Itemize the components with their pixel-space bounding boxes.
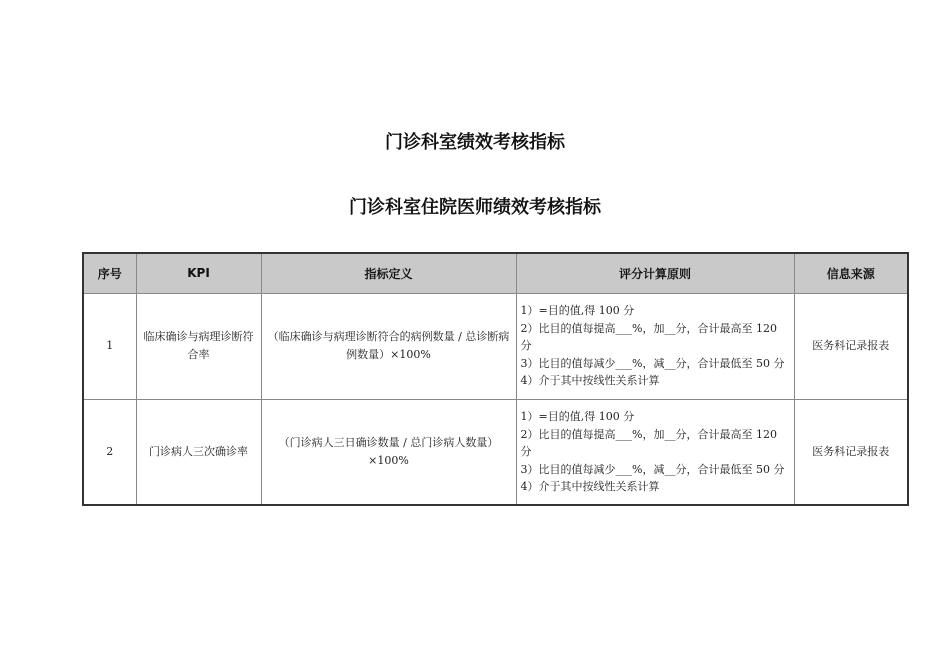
- rule-line: 1）=目的值,得 100 分: [520, 410, 635, 423]
- row-definition: （门诊病人三日确诊数量 / 总门诊病人数量）×100%: [261, 399, 516, 505]
- row-source: 医务科记录报表: [794, 293, 908, 399]
- row-index: 2: [83, 399, 136, 505]
- row-index: 1: [83, 293, 136, 399]
- header-source: 信息来源: [794, 253, 908, 293]
- rule-line: 3）比目的值每减少___%，减__分，合计最低至 50 分: [520, 356, 785, 370]
- row-scoring-rules: [516, 293, 794, 399]
- table-row: [83, 293, 908, 399]
- row-kpi: 临床确诊与病理诊断符合率: [136, 293, 261, 399]
- rule-line: 4）介于其中按线性关系计算: [520, 374, 660, 388]
- row-definition: （临床确诊与病理诊断符合的病例数量 / 总诊断病例数量）×100%: [261, 293, 516, 399]
- document-title: 门诊科室绩效考核指标: [385, 132, 565, 153]
- rule-line: 3）比目的值每减少___%，减__分，合计最低至 50 分: [520, 462, 785, 476]
- rule-line: 4）介于其中按线性关系计算: [520, 480, 660, 493]
- header-definition: 指标定义: [261, 253, 516, 293]
- rule-line: 2）比目的值每提高___%，加__分，合计最高至 120 分: [520, 427, 777, 458]
- rule-line: 1）=目的值,得 100 分: [520, 304, 635, 318]
- rule-line: 2）比目的值每提高___%，加__分，合计最高至 120 分: [520, 321, 777, 353]
- row-kpi: 门诊病人三次确诊率: [136, 399, 261, 505]
- header-index: 序号: [83, 253, 136, 293]
- header-kpi: KPI: [136, 253, 261, 293]
- row-scoring-rules: [516, 399, 794, 505]
- row-source: 医务科记录报表: [794, 399, 908, 505]
- document-subtitle: 门诊科室住院医师绩效考核指标: [349, 197, 601, 218]
- table-row: [83, 399, 908, 505]
- header-scoring-rules: 评分计算原则: [516, 253, 794, 293]
- table-header-row: [83, 253, 908, 293]
- kpi-table: [82, 252, 909, 506]
